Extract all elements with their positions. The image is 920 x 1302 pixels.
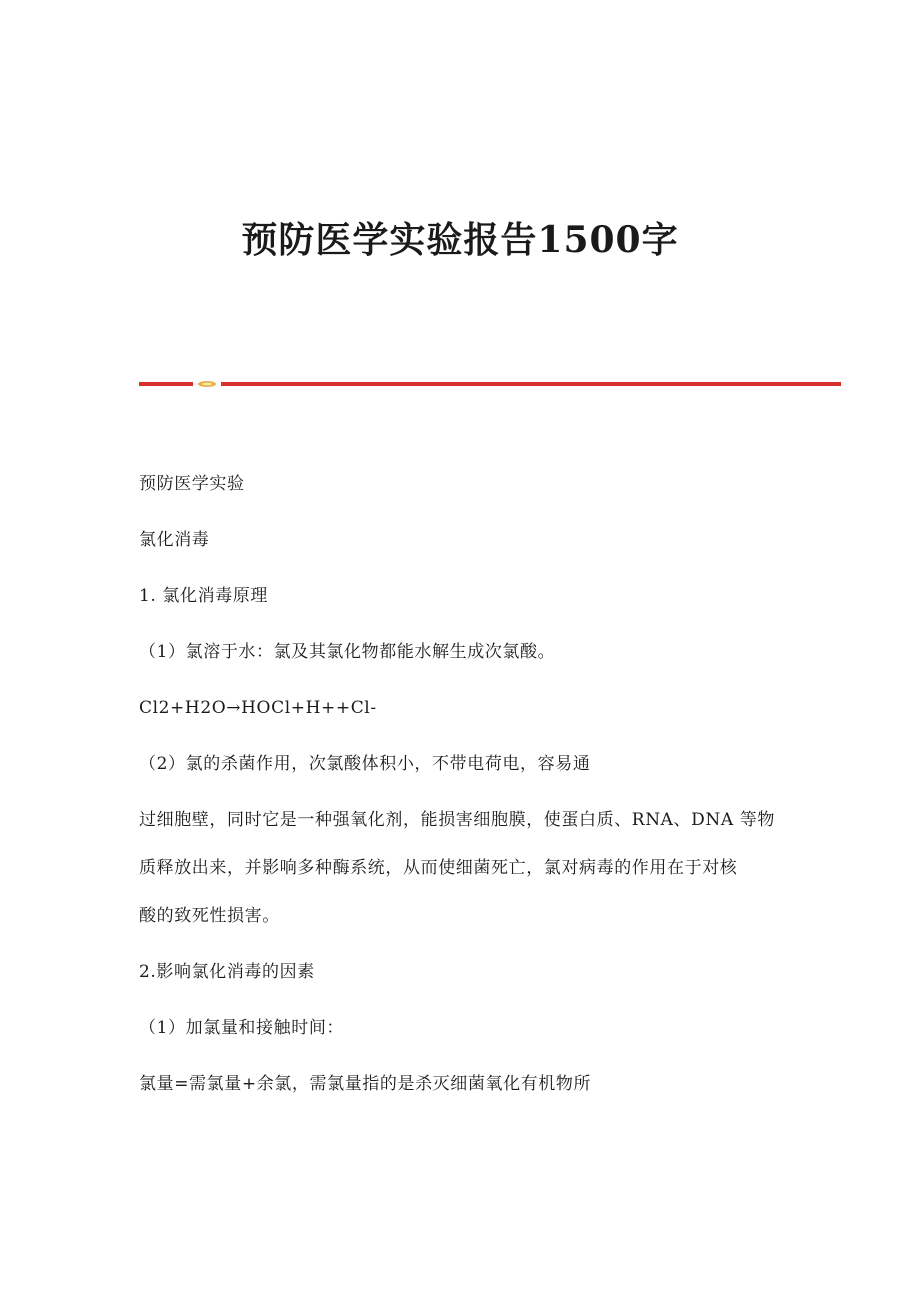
text-line: Cl2+H2O→HOCl+H++Cl- xyxy=(139,698,377,718)
title-divider xyxy=(139,380,841,388)
divider-right-segment xyxy=(221,382,841,386)
document-title: 预防医学实验报告1500字 xyxy=(241,219,679,261)
text-line: 2.影响氯化消毒的因素 xyxy=(139,962,315,982)
text-line: 质释放出来，并影响多种酶系统，从而使细菌死亡，氯对病毒的作用在于对核 xyxy=(139,858,738,878)
text-line: 氯量=需氯量+余氯，需氯量指的是杀灭细菌氧化有机物所 xyxy=(139,1074,592,1094)
text-line: 过细胞壁，同时它是一种强氧化剂，能损害细胞膜，使蛋白质、RNA、DNA 等物 xyxy=(139,810,775,830)
text-line: （1）氯溶于水：氯及其氯化物都能水解生成次氯酸。 xyxy=(139,642,556,662)
text-line: （2）氯的杀菌作用，次氯酸体积小，不带电荷电，容易通 xyxy=(139,754,591,774)
text-line: 氯化消毒 xyxy=(139,530,210,550)
text-line: 预防医学实验 xyxy=(139,474,245,494)
divider-ornament-icon xyxy=(197,380,217,388)
divider-left-segment xyxy=(139,382,193,386)
text-line: （1）加氯量和接触时间： xyxy=(139,1018,345,1038)
text-line: 1. 氯化消毒原理 xyxy=(139,586,269,606)
text-line: 酸的致死性损害。 xyxy=(139,906,280,926)
